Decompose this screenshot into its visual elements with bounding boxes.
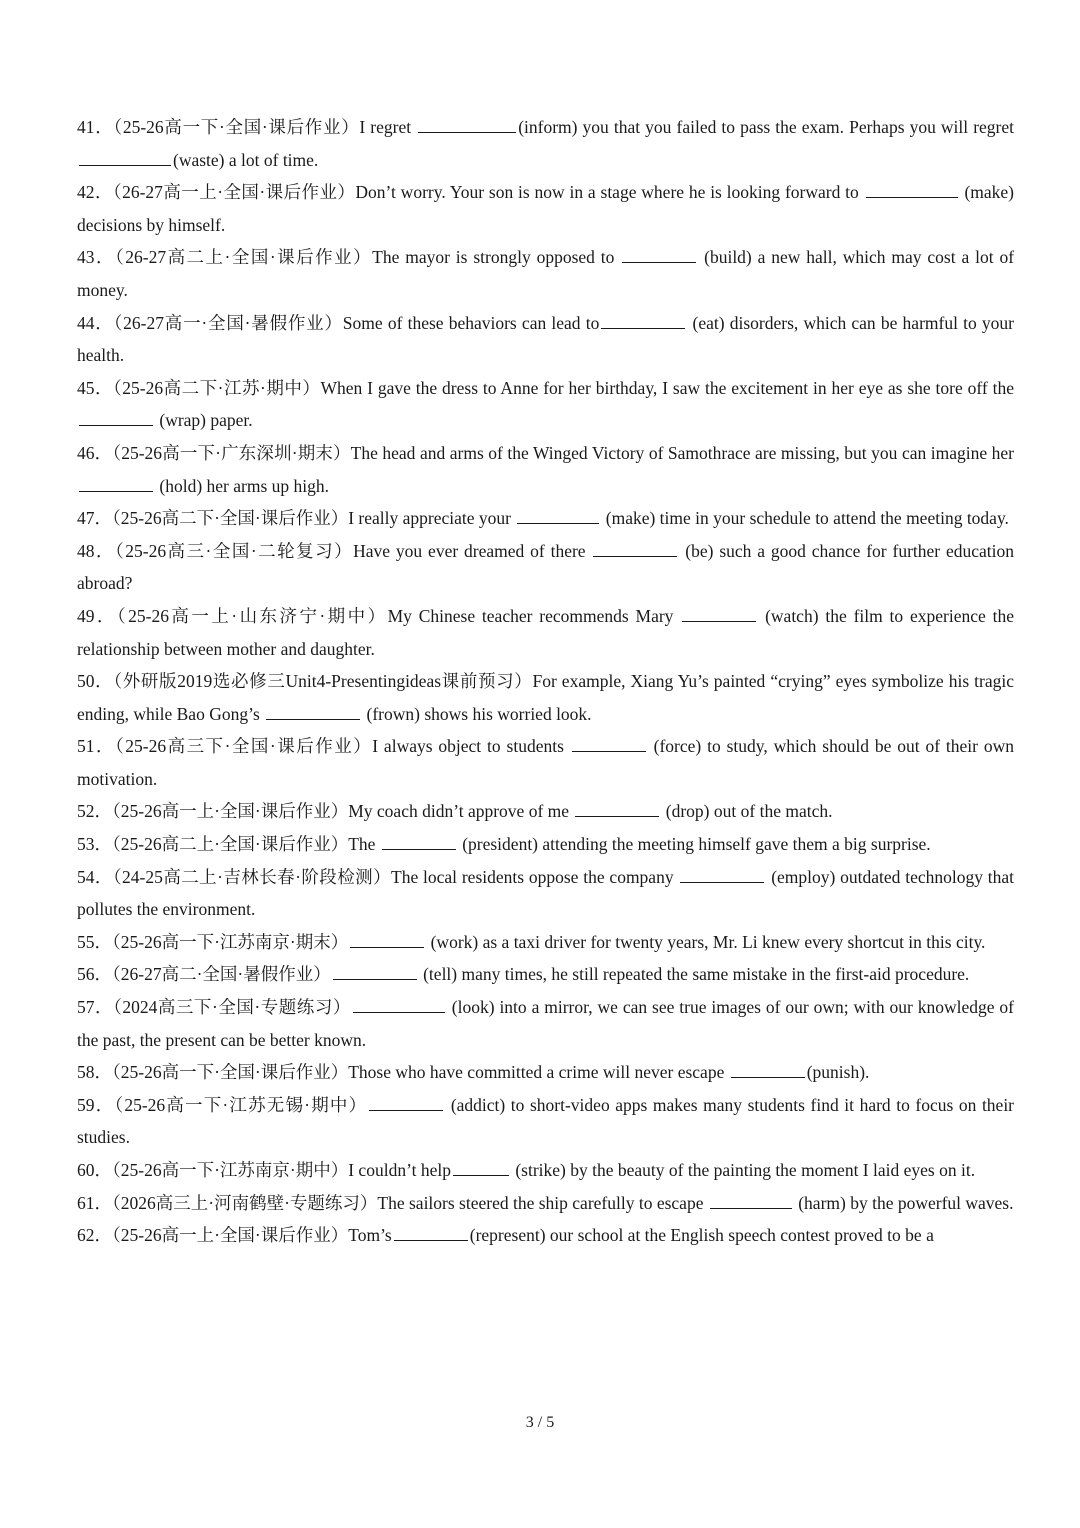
exercise-item [77,372,1014,437]
item-number: 48． [77,540,115,561]
item-source: （25-26高二上·全国·课后作业） [112,834,349,855]
item-text: The mayor is strongly opposed to [372,247,621,268]
item-source: （25-26高一下·江苏南京·期末） [112,931,349,952]
exercise-item [77,1056,1014,1089]
item-number: 51． [77,736,115,757]
item-text: (hold) her arms up high. [155,475,329,496]
answer-blank[interactable] [575,815,659,817]
item-text: (employ) outdated technology that pollutes the environment. [77,866,1015,920]
item-number: 45． [77,377,114,398]
item-text: My Chinese teacher recommends Mary [387,605,681,626]
answer-blank[interactable] [369,1109,443,1111]
item-source: （26-27高二上·全国·课后作业） [115,247,373,268]
item-text: (tell) many times, he still repeated the same mistake in the first-aid procedure. [418,964,970,985]
item-number: 41． [77,117,114,137]
answer-blank[interactable] [682,620,756,622]
item-text: The local residents oppose the company [391,866,679,887]
exercise-list [77,111,1014,1252]
answer-blank[interactable] [731,1076,805,1078]
item-text: The [348,834,380,855]
answer-blank[interactable] [680,881,764,883]
item-text: (frown) shows his worried look. [362,703,592,724]
item-text: I regret [359,117,417,137]
item-number: 61． [77,1192,112,1213]
exercise-item [77,437,1014,502]
item-number: 62． [77,1225,112,1246]
item-number: 42． [77,182,113,203]
item-text: (punish). [806,1062,870,1083]
item-text: (watch) the film to experience the relationship between mother and daughter. [77,605,1014,659]
item-source: （26-27高一上·全国·课后作业） [112,182,356,203]
item-number: 52． [77,801,112,822]
exercise-item [77,861,1014,926]
item-source: （2026高三上·河南鹤壁·专题练习） [112,1192,378,1213]
item-text: (build) a new hall, which may cost a lot of money. [77,247,1015,300]
item-number: 50． [77,671,114,692]
item-text: For example, Xiang Yu’s painted “crying” eyes symbolize his tragic ending, while Bao Gong’s [77,671,1014,724]
exercise-item [77,926,1014,959]
exercise-item [77,991,1014,1056]
item-source: （25-26高一上·全国·课后作业） [112,801,349,822]
exercise-item [77,600,1014,665]
item-text: I couldn’t help [348,1160,451,1180]
answer-blank[interactable] [572,750,646,752]
item-source: （25-26高一下·江苏无锡·期中） [114,1094,368,1115]
item-source: （2024高三下·全国·专题练习） [113,997,351,1018]
item-text: (be) such a good chance for further education abroad? [77,540,1015,594]
item-number: 55． [77,931,112,952]
answer-blank[interactable] [266,718,360,720]
item-source: （25-26高三·全国·二轮复习） [115,540,354,561]
item-number: 46． [77,442,113,463]
item-text: Some of these behaviors can lead to [342,312,600,333]
item-source: （26-27高二·全国·暑假作业） [112,964,331,985]
item-text: I always object to students [372,736,570,757]
item-text: The head and arms of the Winged Victory of Samothrace are missing, but you can imagine her [350,442,1015,463]
answer-blank[interactable] [517,522,599,524]
exercise-item [77,307,1014,372]
exercise-item [77,1089,1014,1154]
item-number: 60． [77,1160,112,1180]
item-text: (look) into a mirror, we can see true images of our own; with our knowledge of the past, the present can be better known. [77,997,1014,1050]
item-source: （24-25高二上·吉林长春·阶段检测） [112,866,392,887]
item-number: 54． [77,866,113,887]
answer-blank[interactable] [622,261,696,263]
answer-blank[interactable] [353,1011,445,1013]
item-number: 47． [77,508,112,529]
item-text: (represent) our school at the English speech contest proved to be a [469,1225,934,1246]
item-source: （25-26高一上·全国·课后作业） [112,1225,349,1246]
item-text: The sailors steered the ship carefully to escape [377,1192,708,1213]
answer-blank[interactable] [79,424,153,426]
exercise-item [77,176,1014,241]
item-text: I really appreciate your [348,508,516,529]
item-source: （26-27高一·全国·暑假作业） [113,312,343,333]
item-text: (drop) out of the match. [661,801,833,822]
answer-blank[interactable] [382,848,456,850]
exercise-item [77,502,1014,535]
item-text: Those who have committed a crime will never escape [348,1062,729,1083]
item-text: My coach didn’t approve of me [348,801,574,822]
answer-blank[interactable] [601,327,685,329]
exercise-item [77,665,1014,730]
item-source: （25-26高二下·全国·课后作业） [112,508,349,529]
item-text: (inform) you that you failed to pass the exam. Perhaps you will regret [518,117,1015,137]
exercise-item [77,958,1014,991]
exercise-item [77,111,1014,176]
item-number: 58． [77,1062,112,1083]
item-number: 57． [77,997,114,1018]
item-source: （25-26高一下·全国·课后作业） [112,1062,349,1083]
exercise-item [77,1154,1014,1187]
item-source: （25-26高一下·全国·课后作业） [113,117,360,137]
answer-blank[interactable] [79,164,171,166]
item-source: （25-26高一上·山东济宁·期中） [116,605,388,626]
exercise-item [77,535,1014,600]
answer-blank[interactable] [418,131,516,133]
item-text: (harm) by the powerful waves. [793,1192,1014,1213]
item-number: 56． [77,964,112,985]
item-source: （25-26高一下·广东深圳·期末） [112,442,351,463]
exercise-item [77,1187,1014,1220]
exercise-item [77,241,1014,306]
item-source: （25-26高一下·江苏南京·期中） [112,1160,349,1180]
answer-blank[interactable] [79,490,153,492]
item-text: When I gave the dress to Anne for her birthday, I saw the excitement in her eye as she tore off the [320,377,1015,398]
exercise-item [77,828,1014,861]
page-number: 3 / 5 [525,1414,555,1431]
item-text: (waste) a lot of time. [173,149,319,170]
answer-blank[interactable] [333,978,417,980]
exercise-item [77,730,1014,795]
item-text: (make) time in your schedule to attend the meeting today. [601,508,1009,529]
item-text: Don’t worry. Your son is now in a stage where he is looking forward to [355,182,864,203]
item-number: 59． [77,1094,115,1115]
answer-blank[interactable] [710,1207,792,1209]
item-text: Have you ever dreamed of there [353,540,592,561]
answer-blank[interactable] [453,1174,509,1176]
answer-blank[interactable] [394,1239,468,1241]
answer-blank[interactable] [593,555,677,557]
item-text: (president) attending the meeting himself gave them a big surprise. [457,834,931,855]
item-text: (addict) to short-video apps makes many students find it hard to focus on their studies. [77,1094,1015,1148]
item-number: 43． [77,247,115,268]
item-source: （外研版2019选必修三Unit4-Presentingideas课前预习） [113,671,533,692]
item-source: （25-26高三下·全国·课后作业） [115,736,373,757]
item-text: (make) decisions by himself. [77,182,1014,235]
item-text: (work) as a taxi driver for twenty years, Mr. Li knew every shortcut in this city. [426,931,986,952]
item-number: 49． [77,605,117,626]
exercise-item [77,795,1014,828]
item-text: (eat) disorders, which can be harmful to your health. [77,312,1014,366]
item-text: Tom’s [348,1225,392,1246]
item-text: (force) to study, which should be out of their own motivation. [77,736,1014,789]
item-text: (wrap) paper. [155,410,253,431]
item-number: 44． [77,312,114,333]
answer-blank[interactable] [350,946,424,948]
answer-blank[interactable] [866,196,958,198]
item-number: 53． [77,834,112,855]
item-source: （25-26高二下·江苏·期中） [113,377,321,398]
exercise-item [77,1219,1014,1252]
item-text: (strike) by the beauty of the painting the moment I laid eyes on it. [510,1160,976,1180]
